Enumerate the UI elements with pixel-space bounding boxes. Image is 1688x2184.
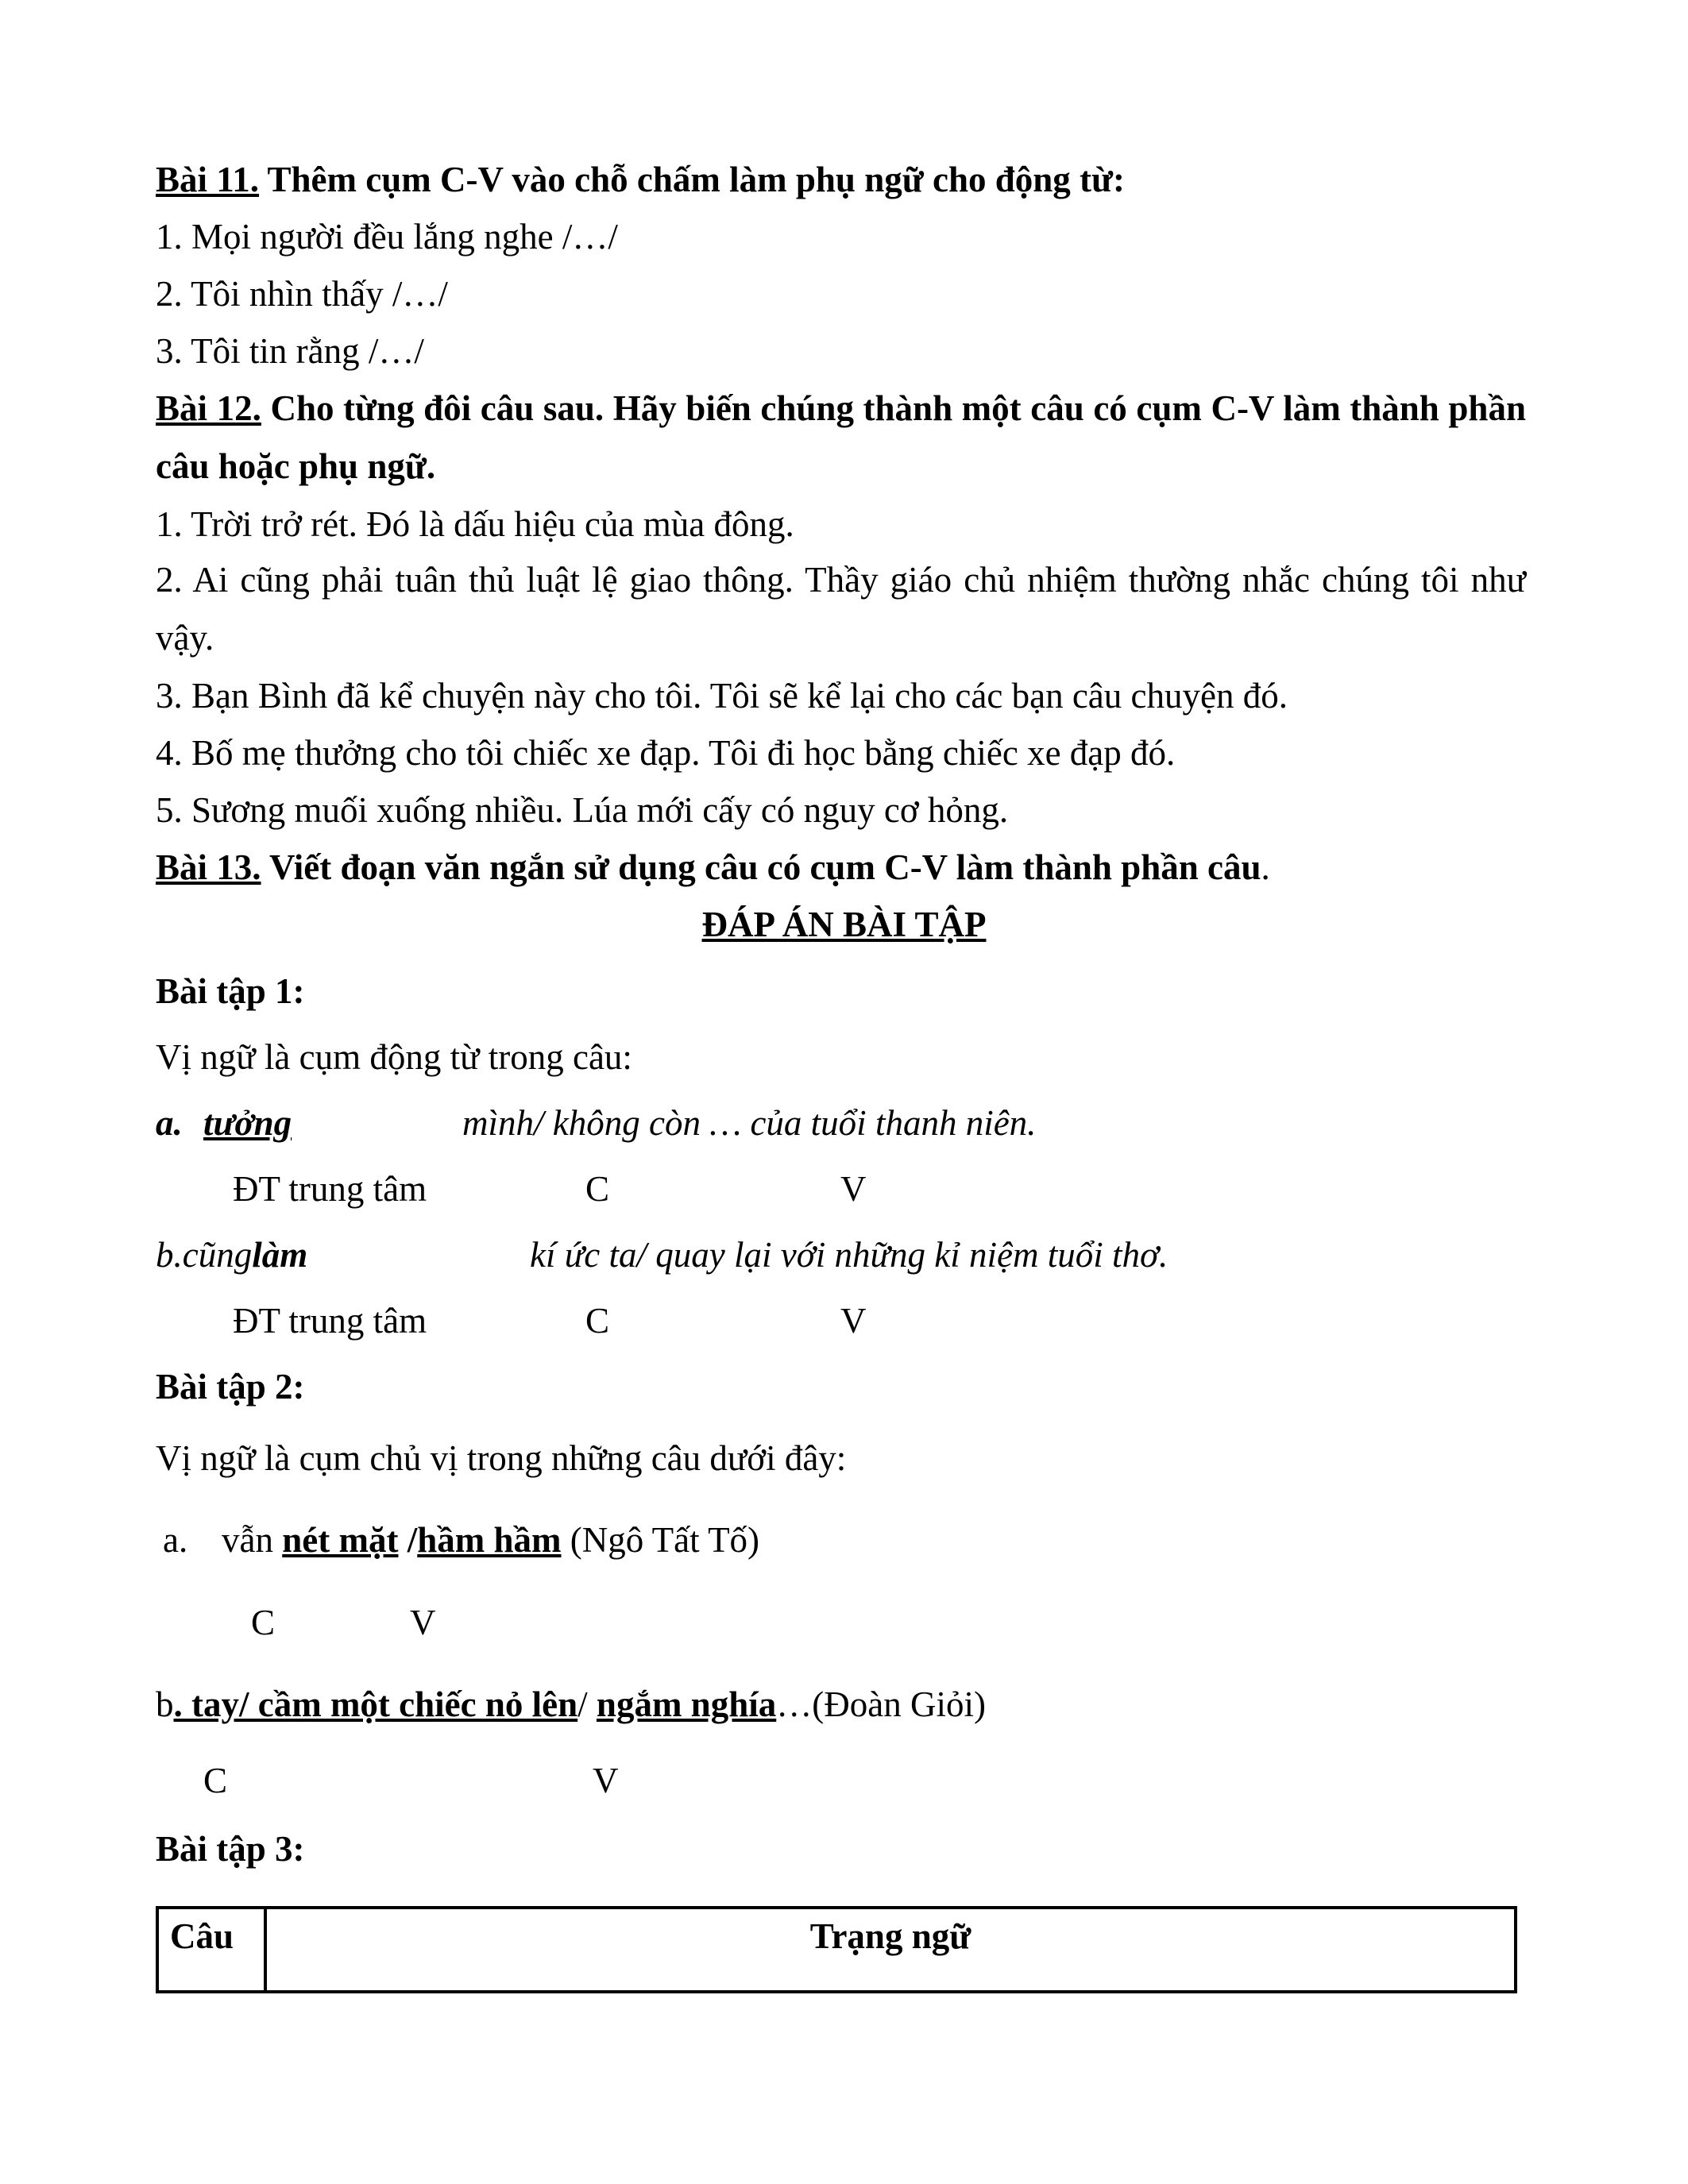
bt2-a-src: (Ngô Tất Tố) [561,1520,760,1560]
bai12-title: Cho từng đôi câu sau. Hãy biến chúng thành một câu có cụm C-V làm thành phần câu hoặc phụ ngữ. [156,388,1526,486]
answer-table [156,1906,1517,1993]
bai12-item-3: 3. Bạn Bình đã kể chuyện này cho tôi. Tôi sẽ kể lại cho các bạn câu chuyện đó. [156,676,1288,716]
bt2-heading: Bài tập 2: [156,1367,305,1406]
bai11-label: Bài 11. [156,160,260,199]
bai11-item-2: 2. Tôi nhìn thấy /…/ [156,274,448,314]
bai12-item-1: 1. Trời trở rét. Đó là dấu hiệu của mùa đông. [156,504,794,544]
bai13-title: Viết đoạn văn ngắn sử dụng câu có cụm C-V làm thành phần câu [261,847,1261,887]
bai11-heading [156,156,1125,203]
bt1-a-tag-center: ĐT trung tâm [233,1169,427,1209]
bt2-b-line [156,1680,986,1728]
bt1-b-rest: kí ức ta/ quay lại với những kỉ niệm tuổi thơ. [530,1235,1168,1275]
bt1-a-tag-v: V [840,1169,867,1209]
bt1-a-tag-c: C [585,1169,610,1209]
bt1-heading: Bài tập 1: [156,971,305,1011]
bt2-intro: Vị ngữ là cụm chủ vị trong những câu dưới đây: [156,1438,847,1478]
answers-heading-text: ĐÁP ÁN BÀI TẬP [701,905,987,944]
bt2-b-c: . tay/ cầm một chiếc nỏ lên [173,1684,578,1724]
bt2-a-slash: / [398,1520,418,1560]
bt2-b-prefix: b [156,1684,174,1724]
bai12-heading [156,380,1526,495]
answer-table-header-row [157,1908,1516,1992]
bai11-title: Thêm cụm C-V vào chỗ chấm làm phụ ngữ cho động từ: [259,160,1126,199]
answers-heading [0,901,1688,948]
bai13-heading [156,843,1270,891]
bt2-a-v: hầm hầm [417,1520,562,1560]
bt2-b-tag-v: V [593,1761,619,1800]
bt1-b-verb: làm [252,1235,308,1275]
bt2-a-tag-c: C [251,1603,276,1642]
bt1-intro: Vị ngữ là cụm động từ trong câu: [156,1037,632,1077]
bt2-b-slash: / [577,1684,597,1724]
bt3-heading: Bài tập 3: [156,1829,305,1869]
bt2-a-prefix: a. [163,1520,188,1560]
bt2-a-tag-v: V [410,1603,436,1642]
table-header-cau: Câu [157,1908,265,1992]
bt1-a-prefix: a. [156,1103,183,1143]
bai11-item-1: 1. Mọi người đều lắng nghe /…/ [156,217,618,257]
bt2-a-line [222,1516,759,1564]
bt2-b-src: …(Đoàn Giỏi) [776,1684,986,1724]
bt1-b-tag-c: C [585,1301,610,1341]
bt1-b-line [156,1231,307,1279]
bt2-a-pre: vẫn [222,1520,283,1560]
bt1-b-prefix: b.cũng [156,1235,253,1275]
bai11-item-3: 3. Tôi tin rằng /…/ [156,331,424,371]
bai13-label: Bài 13. [156,847,261,887]
bt1-b-tag-v: V [840,1301,867,1341]
bt1-a-rest: mình/ không còn … của tuổi thanh niên. [462,1103,1037,1143]
bt1-b-tag-center: ĐT trung tâm [233,1301,427,1341]
bt2-a-c: nét mặt [282,1520,399,1560]
bt2-b-tag-c: C [203,1761,228,1800]
bai12-item-5: 5. Sương muối xuống nhiều. Lúa mới cấy có nguy cơ hỏng. [156,790,1009,830]
bai12-label: Bài 12. [156,388,261,428]
bt1-a-verb: tưởng [203,1103,292,1143]
bai12-item-2: 2. Ai cũng phải tuân thủ luật lệ giao thông. Thầy giáo chủ nhiệm thường nhắc chúng tôi như vậy. [156,560,1526,658]
bai12-item-4: 4. Bố mẹ thưởng cho tôi chiếc xe đạp. Tôi đi học bằng chiếc xe đạp đó. [156,733,1176,773]
table-header-trang-ngu: Trạng ngữ [265,1908,1516,1992]
bai13-end: . [1261,847,1270,887]
bt2-b-v: ngắm nghía [596,1684,777,1724]
